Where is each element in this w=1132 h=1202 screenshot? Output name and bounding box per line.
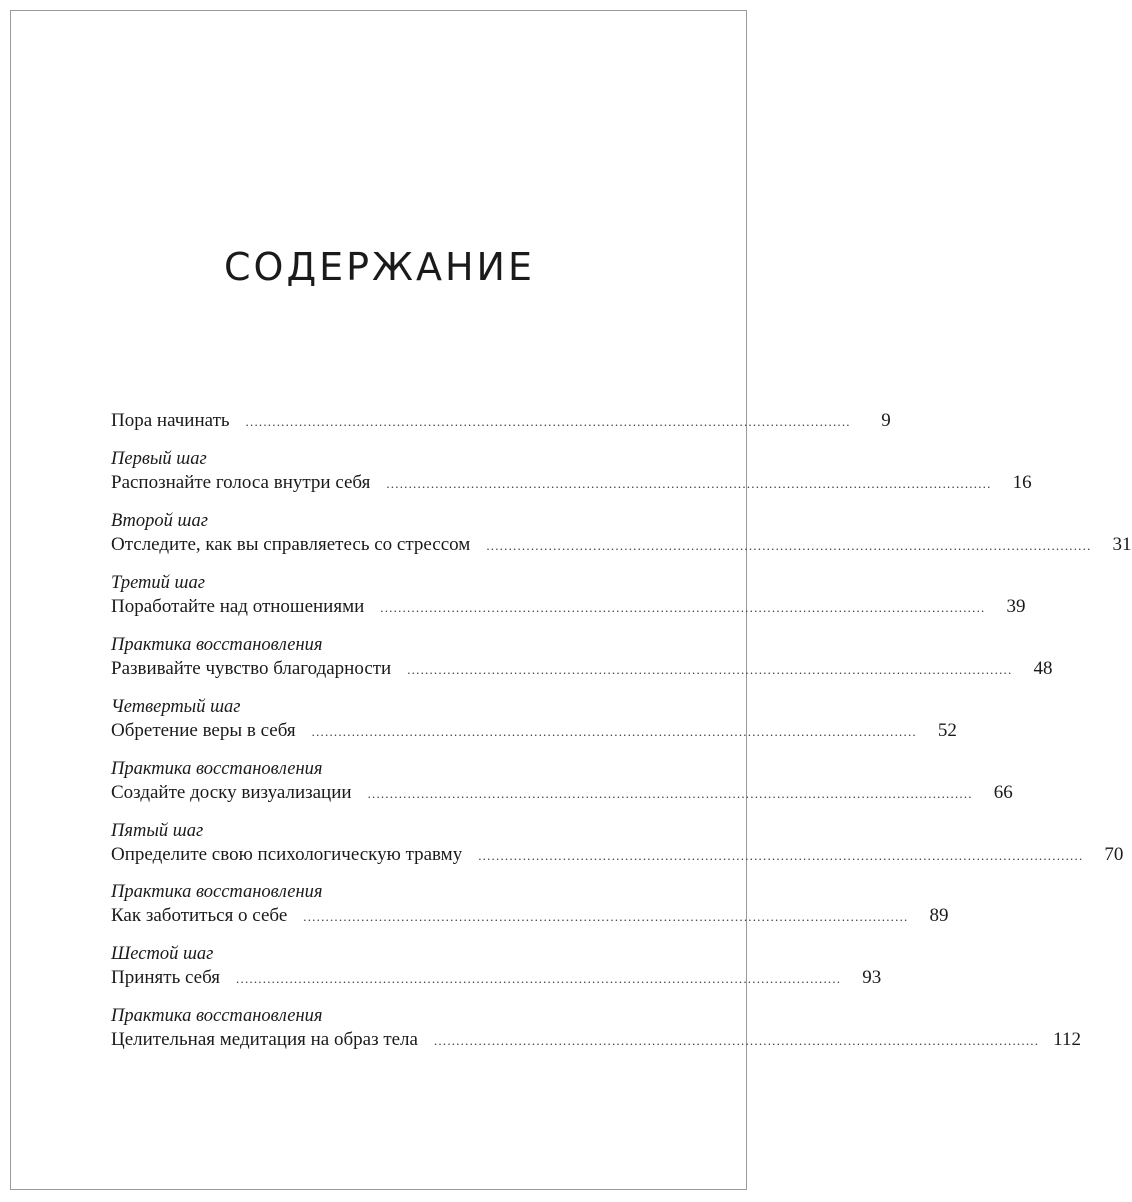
toc-section-label: Третий шаг bbox=[111, 573, 205, 593]
toc-page-number: 16 bbox=[1012, 472, 1032, 493]
toc-line[interactable] bbox=[111, 965, 882, 991]
toc-entry bbox=[111, 943, 882, 991]
toc-section-label: Второй шаг bbox=[111, 511, 208, 531]
toc-section-label: Пятый шаг bbox=[111, 821, 204, 841]
toc-page-number: 48 bbox=[1033, 658, 1053, 679]
toc-page-number: 31 bbox=[1112, 534, 1132, 555]
leader-dots: ........................................................................................................................................ bbox=[311, 724, 917, 739]
toc-page-number: 93 bbox=[862, 967, 882, 988]
toc-entry-title: Как заботиться о себе bbox=[111, 905, 288, 926]
toc-page-number: 52 bbox=[937, 720, 957, 741]
toc-entry bbox=[111, 1005, 1081, 1053]
toc-entry-title: Принять себя bbox=[111, 967, 221, 988]
toc-line[interactable] bbox=[111, 532, 1132, 558]
toc-entry-title: Развивайте чувство благодарности bbox=[111, 658, 392, 679]
toc-entry bbox=[111, 696, 957, 744]
toc-entry-title: Обретение веры в себя bbox=[111, 720, 296, 741]
toc-page-number: 112 bbox=[1053, 1029, 1081, 1050]
toc-line[interactable] bbox=[111, 408, 891, 434]
toc-section-label: Шестой шаг bbox=[111, 944, 214, 964]
toc-entry-title: Определите свою психологическую травму bbox=[111, 844, 463, 865]
toc-entry bbox=[111, 572, 1026, 620]
leader-dots: ........................................................................................................................................ bbox=[386, 476, 992, 491]
toc-line[interactable] bbox=[111, 656, 1053, 682]
toc-entry bbox=[111, 634, 1053, 682]
toc-section-label: Четвертый шаг bbox=[111, 697, 241, 717]
leader-dots: ........................................................................................................................................ bbox=[433, 1033, 1040, 1048]
toc-line[interactable] bbox=[111, 470, 1032, 496]
toc-line[interactable] bbox=[111, 594, 1026, 620]
toc-entry bbox=[111, 510, 1132, 558]
toc-section-label: Практика восстановления bbox=[111, 635, 323, 655]
toc-entry-title: Поработайте над отношениями bbox=[111, 596, 365, 617]
toc-page-number: 70 bbox=[1104, 844, 1124, 865]
leader-dots: ........................................................................................................................................ bbox=[407, 662, 1013, 677]
leader-dots: ........................................................................................................................................ bbox=[478, 848, 1084, 863]
toc-page-number: 89 bbox=[929, 905, 949, 926]
leader-dots: ........................................................................................................................................ bbox=[245, 414, 851, 429]
page-title: СОДЕРЖАНИЕ bbox=[224, 245, 535, 290]
toc-line[interactable] bbox=[111, 842, 1124, 868]
toc-line[interactable] bbox=[111, 903, 949, 929]
toc-section-label: Практика восстановления bbox=[111, 759, 323, 779]
toc-section-label: Практика восстановления bbox=[111, 882, 323, 902]
leader-dots: ........................................................................................................................................ bbox=[486, 538, 1092, 553]
leader-dots: ........................................................................................................................................ bbox=[303, 909, 909, 924]
toc-entry-title: Создайте доску визуализации bbox=[111, 782, 352, 803]
toc-page-number: 9 bbox=[881, 410, 891, 431]
leader-dots: ........................................................................................................................................ bbox=[380, 600, 986, 615]
leader-dots: ........................................................................................................................................ bbox=[236, 971, 842, 986]
toc-entry bbox=[111, 820, 1124, 868]
toc-entry-title: Распознайте голоса внутри себя bbox=[111, 472, 371, 493]
toc-line[interactable] bbox=[111, 1027, 1081, 1053]
toc-line[interactable] bbox=[111, 718, 957, 744]
toc-section-label: Первый шаг bbox=[111, 449, 207, 469]
toc-page-number: 39 bbox=[1006, 596, 1026, 617]
toc-section-label: Практика восстановления bbox=[111, 1006, 323, 1026]
toc-entry bbox=[111, 758, 1013, 806]
toc-entry-title: Отследите, как вы справляетесь со стрессом bbox=[111, 534, 471, 555]
toc-entry-title: Пора начинать bbox=[111, 410, 230, 431]
leader-dots: ........................................................................................................................................ bbox=[367, 786, 973, 801]
toc-entry bbox=[111, 448, 1032, 496]
toc-page-number: 66 bbox=[993, 782, 1013, 803]
toc-line[interactable] bbox=[111, 780, 1013, 806]
toc-entry-title: Целительная медитация на образ тела bbox=[111, 1029, 418, 1050]
toc-entry bbox=[111, 408, 891, 434]
toc-entry bbox=[111, 881, 949, 929]
